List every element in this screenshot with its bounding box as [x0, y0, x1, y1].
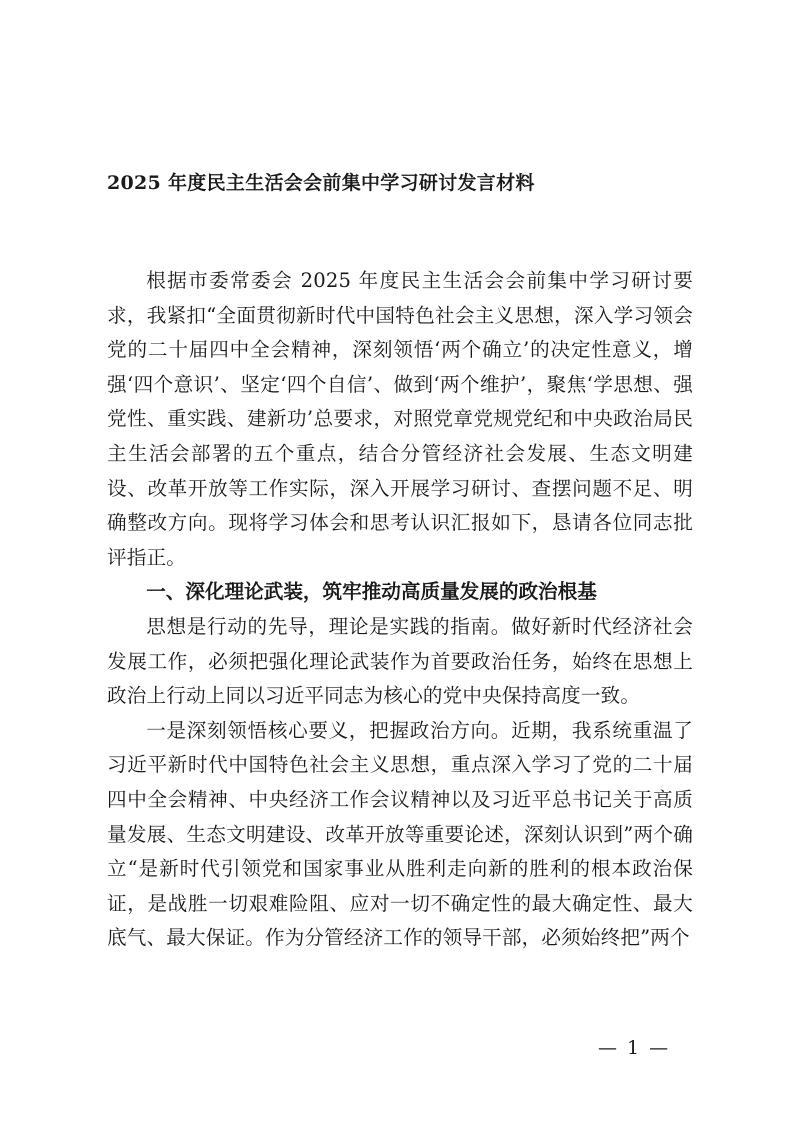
intro-paragraph: 根据市委常委会 2025 年度民主生活会会前集中学习研讨要求，我紧扣“全面贯彻新时代中国特色社会主义思想，深入学习领会党的二十届四中全会精神，深刻领悟‘两个确立’的决定性意义，增强‘四个意识’、坚定‘四个自信’、做到‘两个维护’，聚焦‘学思想、强党性、重实践、建新功’总要求，对照党章党规党纪和中央政治局民主生活会部署的五个重点，结合分管经济社会发展、生态文明建设、改革开放等工作实际，深入开展学习研讨、查摆问题不足、明确整改方向。现将学习体会和思考认识汇报如下，恳请各位同志批评指正。 [107, 269, 693, 569]
section-1-paragraph-1: 思想是行动的先导，理论是实践的指南。做好新时代经济社会发展工作，必须把强化理论武装作为首要政治任务，始终在思想上政治上行动上同以习近平同志为核心的党中央保持高度一致。 [107, 614, 693, 708]
page-number: — 1 — [598, 1037, 671, 1059]
document-body [107, 264, 693, 956]
section-heading-1: 一、深化理论武装，筑牢推动高质量发展的政治根基 [146, 580, 597, 604]
section-1-paragraph-2: 一是深刻领悟核心要义，把握政治方向。近期，我系统重温了习近平新时代中国特色社会主义思想，重点深入学习了党的二十届四中全会精神、中央经济工作会议精神以及习近平总书记关于高质量发展、生态文明建设、改革开放等重要论述，深刻认识到”两个确立“是新时代引领党和国家事业从胜利走向新的胜利的根本政治保证，是战胜一切艰难险阻、应对一切不确定性的最大确定性、最大底气、最大保证。作为分管经济工作的领导干部，必须始终把”两个 [107, 718, 693, 950]
document-title: 2025 年度民主生活会会前集中学习研讨发言材料 [107, 172, 535, 194]
